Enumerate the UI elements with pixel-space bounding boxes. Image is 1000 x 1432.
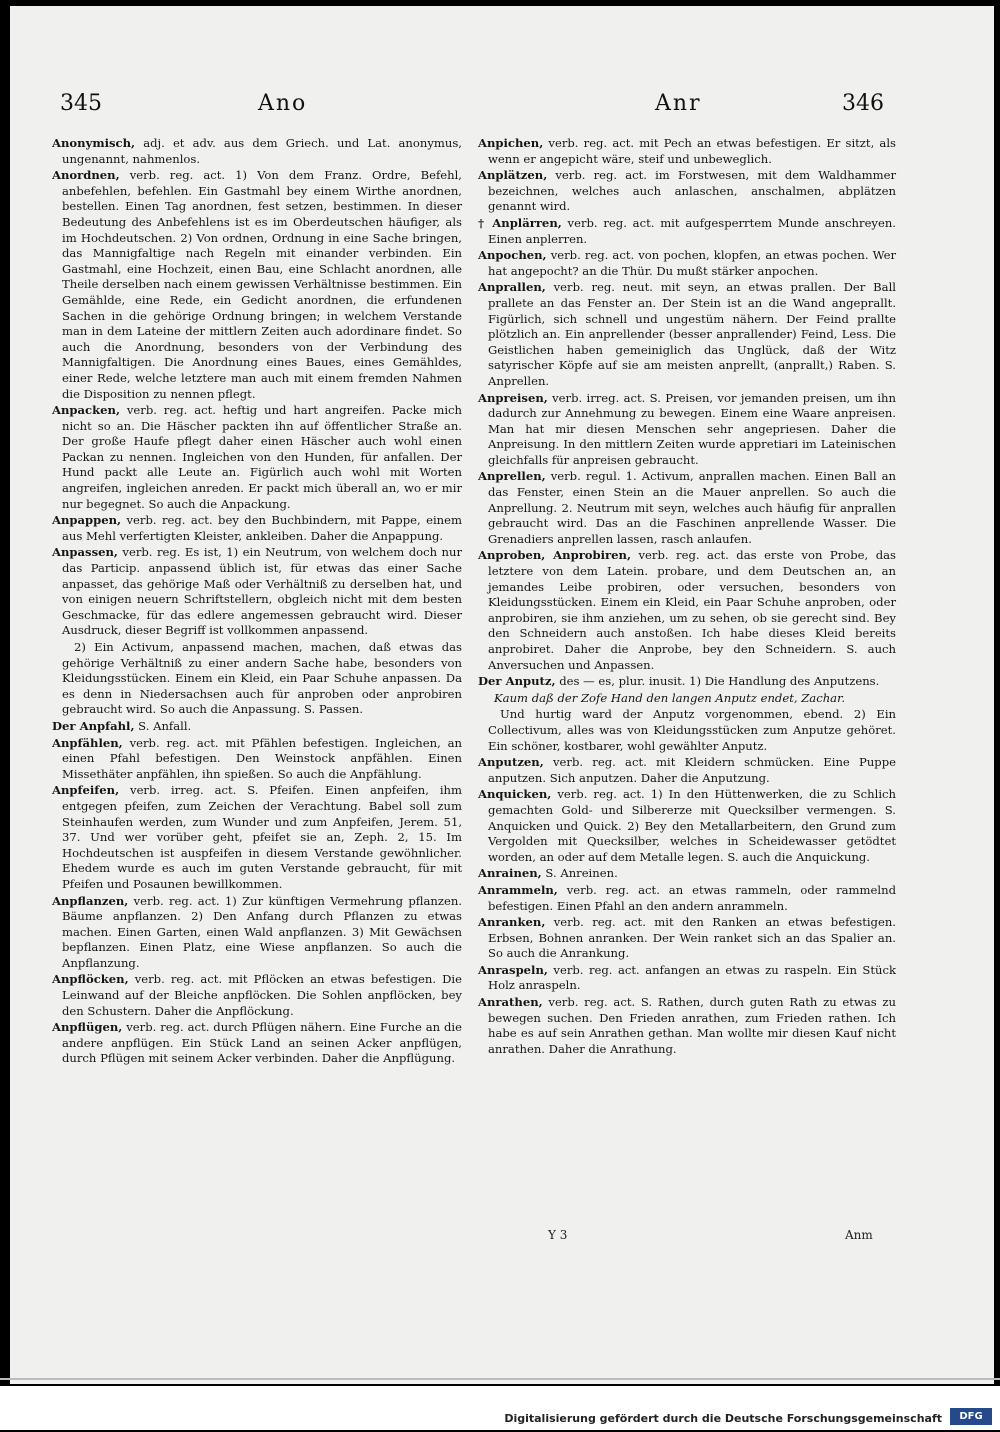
dictionary-entry [478,915,896,962]
entry-text: verb. reg. act. S. Rathen, durch guten Rath zu etwas zu bewegen suchen. Den Frieden anrathen, zum Frieden rathen. Ich habe es auf sein Anrathen gethan. Man wollte mir diesen Kauf nicht anrathen. Daher die Anrathung. [488,995,896,1056]
entry-text: verb. irreg. act. S. Preisen, vor jemanden preisen, um ihn dadurch zur Annehmung zu bewegen. Einem eine Waare anpreisen. Man hat mir diesen Menschen sehr angepriesen. Daher die Anpreisung. In den mittlern Zeiten wurde appretiari im Lateinischen gleichfalls für anpreisen gebraucht. [488,390,896,467]
dictionary-entry [478,707,896,754]
dictionary-entry [52,736,462,783]
entry-headword: Anplätzen, [478,168,548,183]
entry-headword: Anpappen, [52,513,122,528]
entry-headword: Anordnen, [52,168,120,183]
right-column [478,136,896,1058]
dictionary-entry [478,548,896,673]
entry-headword: Anpfählen, [52,735,123,750]
entry-text: Kaum daß der Zofe Hand den langen Anputz endet, Zachar. [494,690,846,705]
entry-text: verb. reg. act. mit den Ranken an etwas befestigen. Erbsen, Bohnen anranken. Der Wein ranket sich an das Spalier an. So auch die Anrankung. [488,915,896,961]
entry-headword: Anraspeln, [478,962,548,977]
dictionary-entry [478,391,896,469]
entry-text: verb. reg. act. bey den Buchbindern, mit Pappe, einem aus Mehl verfertigten Kleister, ankleiben. Daher die Anpappung. [62,513,462,543]
entry-headword: Anpreisen, [478,390,548,405]
dictionary-entry [478,883,896,914]
dictionary-entry [52,545,462,639]
dictionary-entry [52,972,462,1019]
entry-text: verb. reg. act. 1) In den Hüttenwerken, die zu Schlich gemachten Gold- und Silbererze mit Quecksilber vermengen. S. Anquicken und Quick. 2) Bey den Metallarbeitern, den Grund zum Vergolden mit Quecksilber, welches in Scheidewasser getödtet worden, an oder auf dem Metalle legen. S. auch die Anquickung. [488,787,896,864]
entry-headword: Anranken, [478,915,546,930]
dictionary-entry [52,894,462,972]
dfg-logo: DFG [950,1408,992,1425]
entry-headword: Anrathen, [478,995,543,1010]
funding-credit: Digitalisierung gefördert durch die Deutsche Forschungsgemeinschaft [504,1412,942,1425]
entry-text: verb. reg. act. heftig und hart angreifen. Packe mich nicht so an. Die Häscher packten ihn auf öffentlicher Straße an. Der große Haufe pflegt daher einen Häscher auch wohl einen Packan zu nennen. Ingleichen von den Hunden, für anfallen. Der Hund packt alle Leute an. Figürlich auch wohl mit Worten angreifen, ingleichen anreden. Er packt mich überall an, wo er mir nur begegnet. So auch die Anpackung. [62,403,462,511]
entry-text: verb. regul. 1. Activum, anprallen machen. Einen Ball an das Fenster, einen Stein an die Mauer anprellen. So auch die Anprellung. 2. Neutrum mit seyn, welches auch häufig für anprallen gebraucht wird. Das an die Faschinen anprellende Wasser. Die Grenadiers anprellen lassen, rasch anlaufen. [488,469,896,546]
running-head-right: Anr [655,91,702,116]
entry-headword: Anprallen, [478,280,546,295]
dictionary-entry [478,280,896,389]
entry-text: Und hurtig ward der Anputz vorgenommen, ebend. 2) Ein Collectivum, alles was von Kleidungsstücken zum Anputze gehöret. Ein schöner, kostbarer, wohl gewählter Anputz. [488,707,896,753]
entry-headword: Anputzen, [478,755,544,770]
entry-text: S. Anfall. [134,718,192,733]
dictionary-entry [478,136,896,167]
dictionary-entry [478,469,896,547]
page-bottom-rule [0,1378,1000,1380]
entry-text: des — es, plur. inusit. 1) Die Handlung des Anputzens. [555,674,880,689]
dictionary-entry [52,719,462,735]
dictionary-entry [478,755,896,786]
entry-headword: Anrammeln, [478,882,558,897]
entry-headword: Anquicken, [478,787,552,802]
entry-headword: Anpflügen, [52,1020,123,1035]
entry-text: verb. reg. act. an etwas rammeln, oder rammelnd befestigen. Einen Pfahl an den andern anrammeln. [488,882,896,913]
entry-headword: Anpichen, [478,136,544,150]
dictionary-entry [52,168,462,402]
running-head-left: Ano [258,91,308,116]
entry-headword: Anrainen, [478,866,542,881]
entry-headword: † Anplärren, [478,215,562,230]
dictionary-entry [52,136,462,167]
entry-headword: Anpacken, [52,403,120,418]
entry-text: verb. reg. act. 1) Von dem Franz. Ordre, Befehl, anbefehlen, befehlen. Ein Gastmahl bey einem Wirthe anordnen, bestellen. Einen Tag anordnen, fest setzen, bestimmen. In dieser Bedeutung des Anbefehlens ist es im Oberdeutschen häufiger, als im Hochdeutschen. 2) Von ordnen, Ordnung in eine Sache bringen, das Mannigfaltige nach Regeln mit einander verbinden. Ein Gastmahl, eine Hochzeit, einen Bau, eine Schlacht anordnen, alle Theile derselben nach einem gewissen Verhältnisse bestimmen. Ein Gemählde, eine Rede, ein Gedicht anordnen, die erfundenen Sachen in die gehörige Ordnung bringen; in welchem Verstande man in dem Lateine der mittlern Zeiten auch adordinare findet. So auch die Anordnung, besonders von der Verbindung des Mannigfaltigen. Die Anordnung eines Baues, eines Gemähldes, einer Rede, welche letztere man auch mit einem fremden Nahmen die Disposition zu nennen pflegt. [62,168,462,401]
entry-headword: Der Anpfahl, [52,718,135,733]
signature-mark: Y 3 [548,1228,568,1242]
entry-headword: Anpochen, [478,248,547,263]
dictionary-entry [52,783,462,892]
entry-headword: Anproben, Anprobiren, [478,548,631,563]
left-column [52,136,462,1068]
entry-text: verb. reg. act. 1) Zur künftigen Vermehrung pflanzen. Bäume anpflanzen. 2) Den Anfang durch Pflanzen zu etwas machen. Einen Garten, einen Wald anpflanzen. 3) Mit Gewächsen bepflanzen. Einen Platz, eine Wiese anpflanzen. So auch die Anpflanzung. [62,893,462,970]
entry-text: 2) Ein Activum, anpassend machen, machen, daß etwas das gehörige Verhältniß zu einer andern Sache habe, besonders von Kleidungsstücken. Einem ein Kleid, ein Paar Schuhe anpassen. Da es denn in Niedersachsen auch für anproben oder anprobiren gebraucht wird. So auch die Anpassung. S. Passen. [62,640,462,717]
entry-headword: Anpflöcken, [52,972,129,987]
entry-text: verb. reg. act. im Forstwesen, mit dem Waldhammer bezeichnen, welches auch anlaschen, anschalmen, abplätzen genannt wird. [488,168,896,214]
dictionary-entry [478,787,896,865]
entry-headword: Anonymisch, [52,136,136,150]
catchword: Anm [845,1228,873,1242]
entry-text: verb. reg. act. mit Kleidern schmücken. Eine Puppe anputzen. Sich anputzen. Daher die Anputzung. [488,755,896,785]
entry-text: verb. reg. act. mit Pech an etwas befestigen. Er sitzt, als wenn er angepicht wäre, steif und unbeweglich. [488,136,896,166]
entry-headword: Anpassen, [52,545,118,560]
entry-text: verb. reg. act. durch Pflügen nähern. Eine Furche an die andere anpflügen. Ein Stück Land an seinen Acker anpflügen, durch Pflügen mit seinem Acker verbinden. Daher die Anpflügung. [62,1020,462,1066]
entry-headword: Anpfeifen, [52,783,120,798]
dictionary-entry [478,963,896,994]
dictionary-entry [52,513,462,544]
entry-text: verb. reg. act. mit Pflöcken an etwas befestigen. Die Leinwand auf der Bleiche anpflöcken. Die Sohlen anpflöcken, bey den Schustern. Daher die Anpflöckung. [62,972,462,1018]
page-header [10,91,994,131]
entry-headword: Anprellen, [478,469,546,484]
dictionary-entry [478,691,896,707]
dictionary-entry [478,248,896,279]
dictionary-entry [478,674,896,690]
page-number-right: 346 [842,91,884,116]
entry-text: verb. reg. act. mit Pfählen befestigen. Ingleichen, an einen Pfahl befestigen. Den Weinstock anpfählen. Einen Missethäter anpfählen, ihn spießen. So auch die Anpfählung. [62,735,462,781]
entry-text: verb. reg. act. mit aufgesperrtem Munde anschreyen. Einen anplerren. [488,215,896,246]
entry-text: adj. et adv. aus dem Griech. und Lat. anonymus, ungenannt, nahmenlos. [62,136,462,166]
page-number-left: 345 [60,91,102,116]
entry-text: verb. reg. act. von pochen, klopfen, an etwas pochen. Wer hat angepocht? an die Thür. Du mußt stärker anpochen. [488,248,896,278]
dictionary-entry [478,866,896,882]
dictionary-entry [52,403,462,512]
footer-bar [0,1386,1000,1430]
dictionary-entry [478,995,896,1057]
dictionary-entry [52,1020,462,1067]
entry-text: verb. irreg. act. S. Pfeifen. Einen anpfeifen, ihm entgegen pfeifen, zum Zeichen der Verachtung. Babel soll zum Steinhaufen werden, zum Wunder und zum Anpfeifen, Jerem. 51, 37. Und wer vorüber geht, pfeifet sie an, Zeph. 2, 15. Im Hochdeutschen ist auspfeifen in diesem Verstande gewöhnlicher. Ehedem wurde es auch im guten Verstande gebraucht, für mit Pfeifen und Posaunen bewillkommen. [62,783,462,891]
entry-text: verb. reg. act. anfangen an etwas zu raspeln. Ein Stück Holz anraspeln. [488,962,896,993]
entry-headword: Der Anputz, [478,674,556,689]
dictionary-entry [478,168,896,215]
entry-text: verb. reg. act. das erste von Probe, das letztere von dem Latein. probare, und dem Deutschen an, an jemandes Leibe probiren, oder versuchen, besonders von Kleidungsstücken. Einem ein Kleid, ein Paar Schuhe anproben, oder anprobiren, sie ihm anziehen, um zu sehen, ob sie gerecht sind. Bey den Schneidern auch anstoßen. Ich habe dieses Kleid bereits anprobiret. Daher die Anprobe, bey den Schneidern. S. auch Anversuchen und Anpassen. [488,548,896,672]
entry-text: verb. reg. neut. mit seyn, an etwas prallen. Der Ball prallete an das Fenster an. Der Stein ist an die Wand angeprallt. Figürlich, sich schnell und ungestüm nähern. Der Feind prallte plötzlich an. Ein anprellender (besser anprallender) Feind, Less. Die Geistlichen haben gemeiniglich das Unglück, daß der Witz satyrischer Köpfe auf sie am meisten anprellt, (anprallt,) Raben. S. Anprellen. [488,280,896,388]
dictionary-entry [478,216,896,247]
dictionary-entry [52,640,462,718]
scanned-page [10,6,994,1384]
entry-text: S. Anreinen. [541,866,618,881]
entry-text: verb. reg. Es ist, 1) ein Neutrum, von welchem doch nur das Particip. anpassend üblich ist, für etwas das einer Sache anpasset, das gehörige Maß oder Verhältniß zu derselben hat, und von einigen neuern Schriftstellern, obgleich nicht mit dem besten Geschmacke, für das edlere angemessen gebraucht wird. Dieser Ausdruck, dieser Begriff ist vollkommen anpassend. [62,545,462,638]
entry-headword: Anpflanzen, [52,893,129,908]
